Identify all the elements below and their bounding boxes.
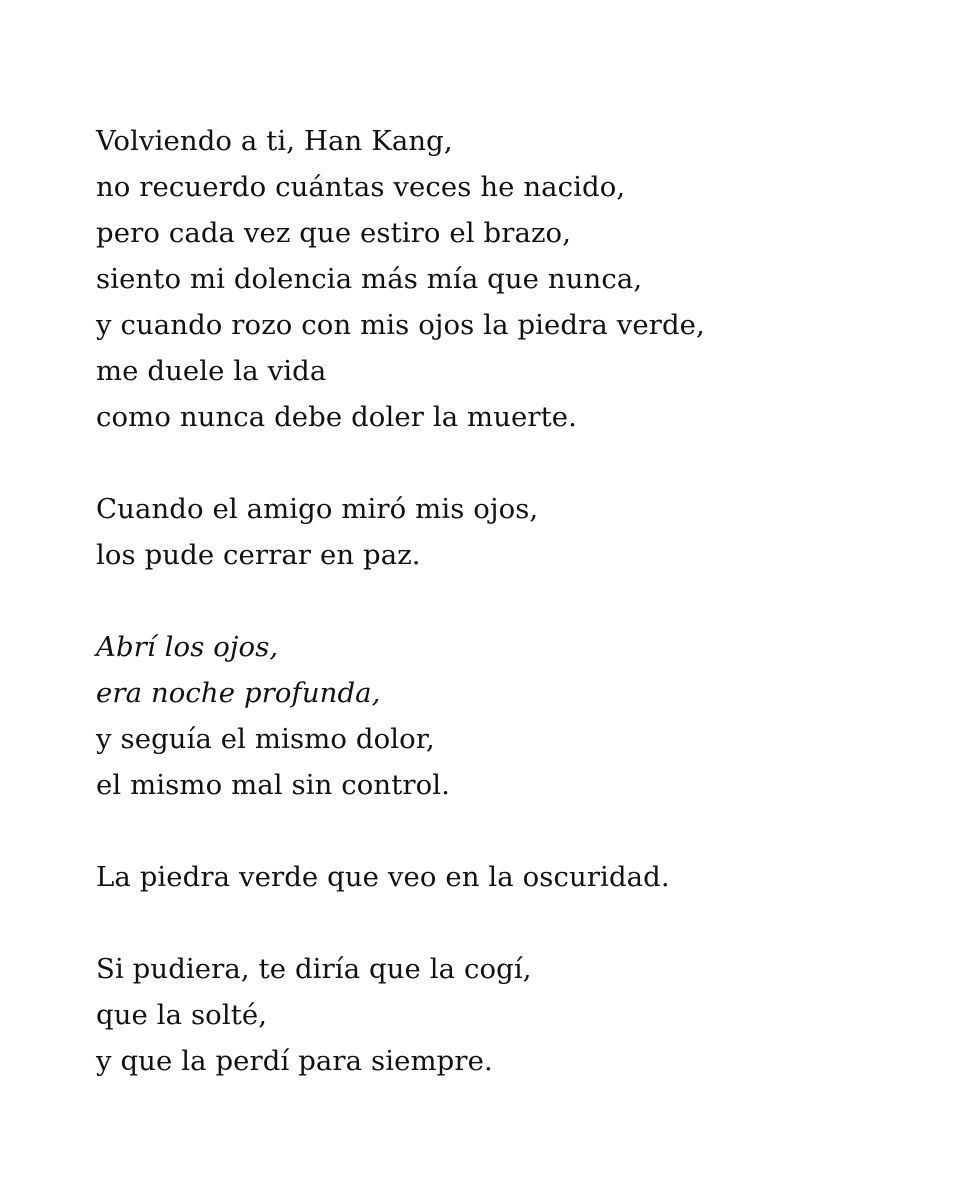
poem-line: los pude cerrar en paz. <box>96 539 421 571</box>
stanza-3 <box>96 624 916 808</box>
poem-line: pero cada vez que estiro el brazo, <box>96 217 572 249</box>
poem-line: Si pudiera, te diría que la cogí, <box>96 953 532 985</box>
poem-line: siento mi dolencia más mía que nunca, <box>96 263 643 295</box>
poem-line: Volviendo a ti, Han Kang, <box>96 125 453 157</box>
poem-line: Cuando el amigo miró mis ojos, <box>96 493 539 525</box>
stanza-5 <box>96 946 916 1084</box>
stanza-1 <box>96 118 916 440</box>
poem-line: y que la perdí para siempre. <box>96 1045 493 1077</box>
poem-body <box>96 118 916 1130</box>
poem-line: me duele la vida <box>96 355 327 387</box>
poem-line: no recuerdo cuántas veces he nacido, <box>96 171 626 203</box>
poem-line: La piedra verde que veo en la oscuridad. <box>96 861 670 893</box>
poem-line: como nunca debe doler la muerte. <box>96 401 578 433</box>
stanza-4 <box>96 854 916 900</box>
poem-line: que la solté, <box>96 999 268 1031</box>
poem-line: el mismo mal sin control. <box>96 769 450 801</box>
poem-line: y cuando rozo con mis ojos la piedra verde, <box>96 309 705 341</box>
stanza-2 <box>96 486 916 578</box>
poem-line: y seguía el mismo dolor, <box>96 723 435 755</box>
poem-line-italic: era noche profunda, <box>96 677 381 709</box>
poem-line-italic: Abrí los ojos, <box>96 631 279 663</box>
